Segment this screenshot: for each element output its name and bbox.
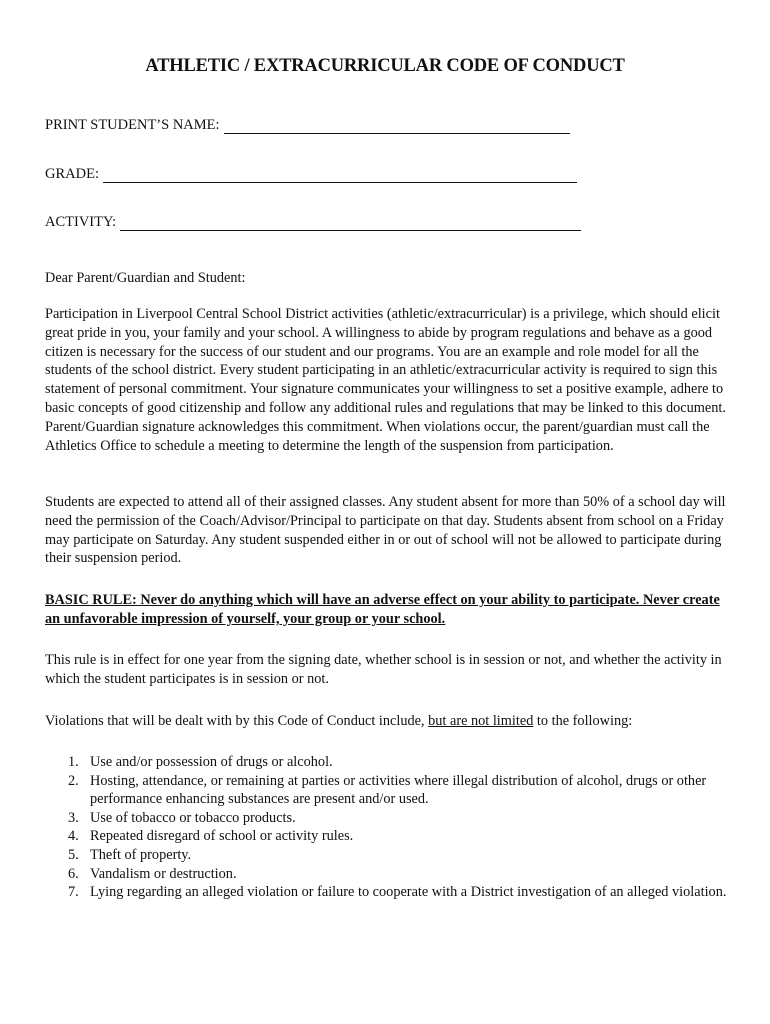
activity-field: [45, 214, 581, 231]
basic-rule-text: BASIC RULE: Never do anything which will have an adverse effect on your ability to participate. Never create an unfavorable impression of yourself, your group or your school.: [45, 592, 720, 627]
violations-intro-underlined: but are not limited: [428, 713, 534, 729]
document-title: ATHLETIC / EXTRACURRICULAR CODE OF CONDUCT: [145, 56, 625, 76]
paragraph-attendance: [45, 493, 727, 568]
violation-number: 6.: [68, 865, 79, 882]
violation-number: 5.: [68, 846, 79, 863]
violation-number: 2.: [68, 772, 79, 789]
violation-number: 1.: [68, 754, 79, 770]
violation-text: Lying regarding an alleged violation or failure to cooperate with a District investigation of an alleged violation.: [90, 884, 727, 901]
violation-item: [68, 846, 770, 865]
violations-intro: [45, 712, 727, 731]
violation-number: 3.: [68, 809, 79, 826]
paragraph-participation: [45, 305, 727, 455]
violation-item: [68, 809, 770, 828]
violation-item: [68, 827, 770, 846]
violation-text: Vandalism or destruction.: [90, 865, 237, 882]
student-name-field: [45, 117, 570, 134]
violations-intro-after: to the following:: [533, 713, 633, 729]
grade-blank: [103, 168, 577, 183]
violation-item: [68, 865, 770, 884]
basic-rule: [45, 591, 727, 629]
activity-label: ACTIVITY:: [45, 214, 117, 230]
violations-intro-text: [45, 712, 727, 731]
violation-text: Repeated disregard of school or activity rules.: [90, 828, 354, 845]
paragraph-attendance-text: Students are expected to attend all of their assigned classes. Any student absent for more than 50% of a school day will need the permission of the Coach/Advisor/Principal to participate on that day. Students absent from school on a Friday may participate on Saturday. Any student suspended either in or out of school will not be allowed to participate during their suspension period.: [45, 494, 726, 567]
violation-text: Hosting, attendance, or remaining at parties or activities where illegal distribution of alcohol, drugs or other performance enhancing substances are present and/or used.: [90, 772, 707, 808]
paragraph-participation-text: Participation in Liverpool Central School District activities (athletic/extracurricular) is a privilege, which should elicit great pride in you, your family and your school. A willingness to abide by program regulations and behave as a good citizen is necessary for the success of our student and our programs. You are an example and role model for all the students of the school district. Every student participating in an athletic/extracurricular activity is required to sign this statement of personal commitment. Your signature communicates your willingness to set a positive example, adhere to basic concepts of good citizenship and follow any additional rules and regulations that may be linked to this document. Parent/Guardian signature acknowledges this commitment. When violations occur, the parent/guardian must call the Athletics Office to schedule a meeting to determine the length of the suspension from participation.: [45, 306, 726, 454]
grade-field: [45, 166, 577, 183]
paragraph-rule-effect-text: This rule is in effect for one year from the signing date, whether school is in session or not, and whether the activity in which the student participates is in session or not.: [45, 652, 722, 687]
salutation: [45, 269, 727, 288]
activity-blank: [120, 216, 581, 231]
violation-number: 4.: [68, 828, 79, 845]
violation-text: Theft of property.: [90, 846, 192, 863]
violations-list: [45, 753, 770, 902]
student-name-label: PRINT STUDENT’S NAME:: [45, 117, 220, 133]
violation-item: [68, 753, 770, 772]
student-name-blank: [224, 119, 570, 134]
violation-text: Use of tobacco or tobacco products.: [90, 809, 296, 826]
violations-intro-before: Violations that will be dealt with by this Code of Conduct include,: [45, 713, 429, 729]
violation-item: [68, 772, 770, 809]
paragraph-rule-effect: [45, 651, 727, 689]
grade-label: GRADE:: [45, 166, 99, 182]
violation-number: 7.: [68, 884, 79, 901]
salutation-text: Dear Parent/Guardian and Student:: [45, 270, 246, 286]
violation-item: [68, 883, 770, 902]
violation-text: Use and/or possession of drugs or alcohol.: [90, 754, 333, 770]
